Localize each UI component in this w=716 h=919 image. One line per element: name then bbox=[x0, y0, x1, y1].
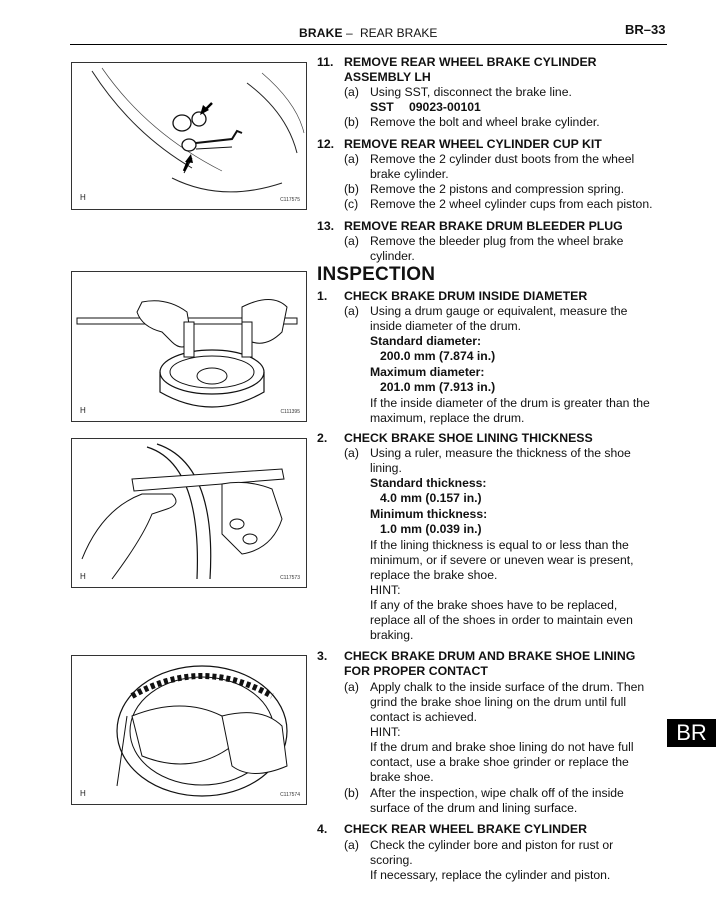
hint-text: replace all of the shoes in order to maintain even bbox=[370, 613, 633, 627]
step-title: ASSEMBLY LH bbox=[344, 70, 431, 84]
sub-step-text: Remove the bleeder plug from the wheel brake bbox=[370, 234, 624, 248]
note-text: replace the brake shoe. bbox=[370, 568, 498, 582]
step-number: 13. bbox=[317, 219, 335, 233]
sub-step-text: Remove the 2 pistons and compression spring. bbox=[370, 182, 625, 196]
figure-mark: H bbox=[80, 193, 86, 202]
step-title: CHECK BRAKE DRUM AND BRAKE SHOE LINING bbox=[344, 649, 636, 663]
figure-drum-contact bbox=[71, 655, 307, 805]
step-number: 3. bbox=[317, 649, 328, 663]
spec-label: Standard thickness: bbox=[370, 476, 487, 490]
note-text: If the lining thickness is equal to or less than the bbox=[370, 538, 629, 552]
sub-step-text: Using SST, disconnect the brake line. bbox=[370, 85, 572, 99]
sub-step-text: Remove the 2 wheel cylinder cups from each piston. bbox=[370, 197, 653, 211]
figure-mark: H bbox=[80, 406, 86, 415]
hint-label: HINT: bbox=[370, 583, 401, 597]
header-separator: – bbox=[346, 26, 353, 40]
sub-step-text: Remove the bolt and wheel brake cylinder. bbox=[370, 115, 600, 129]
step-title: FOR PROPER CONTACT bbox=[344, 664, 488, 678]
step-title: CHECK BRAKE SHOE LINING THICKNESS bbox=[344, 431, 593, 445]
sub-step-text: surface of the drum and lining surface. bbox=[370, 801, 578, 815]
figure-shoe-lining-ruler bbox=[71, 438, 307, 588]
sub-step-text: After the inspection, wipe chalk off of the inside bbox=[370, 786, 624, 800]
sub-step-text: lining. bbox=[370, 461, 402, 475]
sub-step-label: (b) bbox=[344, 786, 359, 800]
step-number: 2. bbox=[317, 431, 328, 445]
step-number: 12. bbox=[317, 137, 335, 151]
figure-code: C117573 bbox=[280, 575, 300, 581]
step-number: 4. bbox=[317, 822, 328, 836]
note-text: maximum, replace the drum. bbox=[370, 411, 525, 425]
sst-value: 09023-00101 bbox=[409, 100, 481, 114]
sub-step-label: (a) bbox=[344, 152, 359, 166]
spec-label: Minimum thickness: bbox=[370, 507, 488, 521]
sub-step-text: Remove the 2 cylinder dust boots from the wheel bbox=[370, 152, 635, 166]
hint-text: If any of the brake shoes have to be replaced, bbox=[370, 598, 618, 612]
sub-step-text: cylinder. bbox=[370, 249, 415, 263]
inspection-heading: INSPECTION bbox=[317, 264, 436, 285]
sst-label: SST bbox=[370, 100, 394, 114]
sub-step-text: Using a drum gauge or equivalent, measure the bbox=[370, 304, 628, 318]
step-title: CHECK REAR WHEEL BRAKE CYLINDER bbox=[344, 822, 587, 836]
header-section: REAR BRAKE bbox=[360, 26, 438, 40]
figure-code: C111395 bbox=[280, 409, 300, 415]
figure-mark: H bbox=[80, 789, 86, 798]
hint-text: brake shoe. bbox=[370, 770, 434, 784]
sub-step-label: (a) bbox=[344, 838, 359, 852]
drum-gauge-illustration bbox=[72, 272, 306, 421]
spec-value: 4.0 mm (0.157 in.) bbox=[380, 491, 482, 505]
note-text: minimum, or if severe or uneven wear is present, bbox=[370, 553, 634, 567]
sub-step-text: Using a ruler, measure the thickness of the shoe bbox=[370, 446, 631, 460]
figure-code: C117574 bbox=[280, 792, 300, 798]
step-number: 11. bbox=[317, 55, 334, 69]
sub-step-label: (a) bbox=[344, 304, 359, 318]
step-title: REMOVE REAR WHEEL BRAKE CYLINDER bbox=[344, 55, 597, 69]
sub-step-label: (b) bbox=[344, 115, 359, 129]
figure-drum-gauge bbox=[71, 271, 307, 422]
figure-mark: H bbox=[80, 572, 86, 581]
figure-brake-cylinder bbox=[71, 62, 307, 210]
section-tab: BR bbox=[667, 719, 716, 747]
sub-step-text: grind the brake shoe lining on the drum until full bbox=[370, 695, 627, 709]
sub-step-label: (a) bbox=[344, 446, 359, 460]
spec-value: 1.0 mm (0.039 in.) bbox=[380, 522, 482, 536]
sub-step-text: If necessary, replace the cylinder and piston. bbox=[370, 868, 611, 882]
step-title: REMOVE REAR BRAKE DRUM BLEEDER PLUG bbox=[344, 219, 623, 233]
hint-label: HINT: bbox=[370, 725, 401, 739]
spec-label: Maximum diameter: bbox=[370, 365, 485, 379]
hint-text: If the drum and brake shoe lining do not have full bbox=[370, 740, 634, 754]
step-title: CHECK BRAKE DRUM INSIDE DIAMETER bbox=[344, 289, 588, 303]
header-rule bbox=[70, 44, 667, 45]
sub-step-text: contact is achieved. bbox=[370, 710, 478, 724]
sub-step-label: (a) bbox=[344, 234, 359, 248]
sub-step-text: scoring. bbox=[370, 853, 413, 867]
step-title: REMOVE REAR WHEEL CYLINDER CUP KIT bbox=[344, 137, 602, 151]
spec-value: 201.0 mm (7.913 in.) bbox=[380, 380, 496, 394]
sub-step-text: Apply chalk to the inside surface of the drum. Then bbox=[370, 680, 645, 694]
sub-step-label: (b) bbox=[344, 182, 359, 196]
drum-contact-illustration bbox=[72, 656, 306, 804]
step-number: 1. bbox=[317, 289, 328, 303]
note-text: If the inside diameter of the drum is greater than the bbox=[370, 396, 650, 410]
sub-step-text: Check the cylinder bore and piston for rust or bbox=[370, 838, 614, 852]
sub-step-text: brake cylinder. bbox=[370, 167, 449, 181]
sub-step-label: (c) bbox=[344, 197, 359, 211]
brake-cylinder-illustration bbox=[72, 63, 306, 209]
hint-text: braking. bbox=[370, 628, 414, 642]
sub-step-label: (a) bbox=[344, 680, 359, 694]
spec-label: Standard diameter: bbox=[370, 334, 482, 348]
spec-value: 200.0 mm (7.874 in.) bbox=[380, 349, 496, 363]
page-number: BR–33 bbox=[625, 22, 666, 37]
sub-step-label: (a) bbox=[344, 85, 359, 99]
figure-code: C117575 bbox=[280, 197, 300, 203]
sub-step-text: inside diameter of the drum. bbox=[370, 319, 522, 333]
hint-text: contact, use a brake shoe grinder or replace the bbox=[370, 755, 629, 769]
header-chapter: BRAKE bbox=[299, 26, 343, 40]
shoe-lining-illustration bbox=[72, 439, 306, 587]
